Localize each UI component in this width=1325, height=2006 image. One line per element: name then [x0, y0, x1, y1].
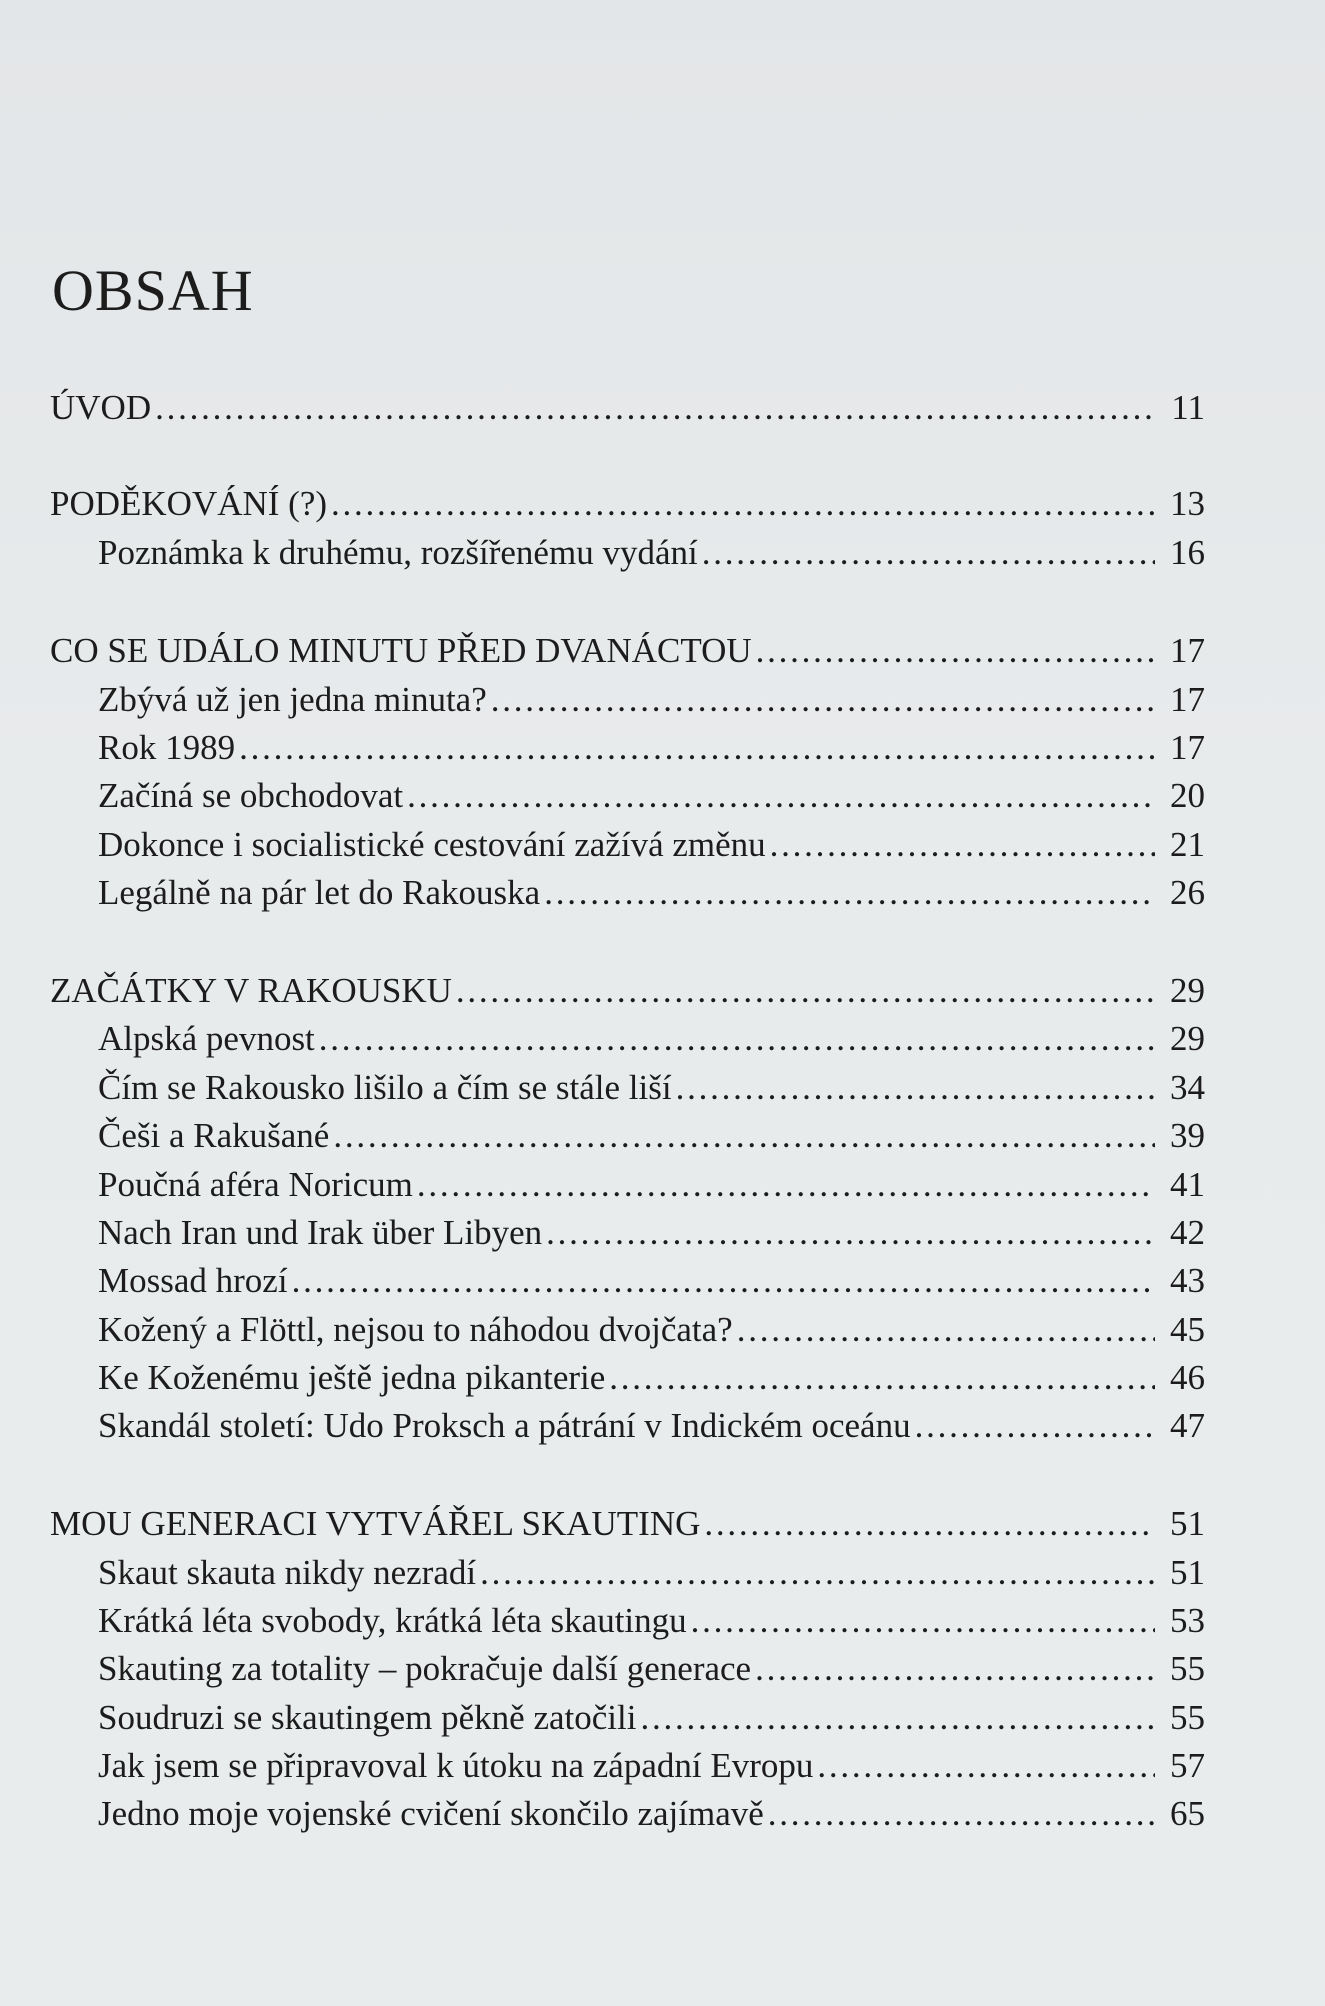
- toc-subsection-entry: [98, 1743, 1205, 1789]
- toc-page-number: 17: [1170, 680, 1205, 719]
- toc-entry-title: Rok 1989: [98, 728, 236, 767]
- toc-page-number: 26: [1170, 873, 1205, 912]
- toc-subsection-entry: [98, 1016, 1205, 1062]
- dot-leader: [609, 1355, 1155, 1401]
- toc-entry-title: Poznámka k druhému, rozšířenému vydání: [98, 533, 698, 572]
- toc-entry-title: Krátká léta svobody, krátká léta skautingu: [98, 1601, 687, 1640]
- toc-page-number: 17: [1170, 728, 1205, 767]
- toc-page-number: 16: [1170, 533, 1205, 572]
- dot-leader: [407, 773, 1155, 819]
- toc-chapter-entry: [50, 385, 1205, 431]
- toc-page-number: 47: [1170, 1406, 1205, 1445]
- dot-leader: [544, 870, 1155, 916]
- dot-leader: [331, 481, 1155, 527]
- dot-leader: [756, 628, 1155, 674]
- toc-subsection-entry: [98, 1258, 1205, 1304]
- toc-subsection-entry: [98, 1210, 1205, 1256]
- toc-subsection-entry: [98, 1113, 1205, 1159]
- page-title: OBSAH: [52, 258, 254, 323]
- toc-page-number: 57: [1170, 1746, 1205, 1785]
- toc-entry-title: Čím se Rakousko lišilo a čím se stále liší: [98, 1068, 672, 1107]
- dot-leader: [155, 385, 1155, 431]
- toc-subsection-entry: [98, 1791, 1205, 1837]
- toc-page-number: 11: [1171, 388, 1205, 427]
- toc-page-number: 65: [1170, 1794, 1205, 1833]
- toc-subsection-entry: [98, 1307, 1205, 1353]
- toc-page-number: 53: [1170, 1601, 1205, 1640]
- toc-subsection-entry: [98, 1403, 1205, 1449]
- toc-entry-title: Skaut skauta nikdy nezradí: [98, 1553, 477, 1592]
- toc-page-number: 39: [1170, 1116, 1205, 1155]
- toc-subsection-entry: [98, 530, 1205, 576]
- toc-page-number: 43: [1170, 1261, 1205, 1300]
- dot-leader: [817, 1743, 1155, 1789]
- toc-entry-title: Začíná se obchodovat: [98, 776, 404, 815]
- toc-entry-title: Zbývá už jen jedna minuta?: [98, 680, 487, 719]
- toc-page-number: 45: [1170, 1310, 1205, 1349]
- toc-entry-title: Legálně na pár let do Rakouska: [98, 873, 541, 912]
- toc-entry-title: Skauting za totality – pokračuje další generace: [98, 1649, 752, 1688]
- toc-page-number: 51: [1170, 1504, 1205, 1543]
- toc-subsection-entry: [98, 1162, 1205, 1208]
- toc-entry-title: Dokonce i socialistické cestování zažívá změnu: [98, 825, 766, 864]
- dot-leader: [319, 1016, 1155, 1062]
- dot-leader: [691, 1598, 1155, 1644]
- toc-page-number: 17: [1170, 631, 1205, 670]
- toc-subsection-entry: [98, 1646, 1205, 1692]
- toc-page-number: 46: [1170, 1358, 1205, 1397]
- toc-subsection-entry: [98, 822, 1205, 868]
- toc-page-number: 21: [1170, 825, 1205, 864]
- dot-leader: [333, 1113, 1155, 1159]
- toc-chapter-entry: [50, 968, 1205, 1014]
- dot-leader: [546, 1210, 1155, 1256]
- dot-leader: [292, 1258, 1155, 1304]
- dot-leader: [702, 530, 1155, 576]
- toc-entry-title: MOU GENERACI VYTVÁŘEL SKAUTING: [50, 1504, 701, 1543]
- toc-subsection-entry: [98, 1065, 1205, 1111]
- dot-leader: [491, 677, 1155, 723]
- toc-entry-title: Jak jsem se připravoval k útoku na západní Evropu: [98, 1746, 814, 1785]
- dot-leader: [456, 968, 1155, 1014]
- toc-entry-title: Ke Koženému ještě jedna pikanterie: [98, 1358, 606, 1397]
- dot-leader: [915, 1403, 1155, 1449]
- toc-page-number: 42: [1170, 1213, 1205, 1252]
- toc-subsection-entry: [98, 725, 1205, 771]
- toc-chapter-entry: [50, 1501, 1205, 1547]
- dot-leader: [755, 1646, 1155, 1692]
- toc-page-number: 41: [1170, 1165, 1205, 1204]
- dot-leader: [676, 1065, 1155, 1111]
- toc-subsection-entry: [98, 677, 1205, 723]
- toc-entry-title: Alpská pevnost: [98, 1019, 315, 1058]
- dot-leader: [770, 822, 1155, 868]
- toc-page-number: 20: [1170, 776, 1205, 815]
- dot-leader: [768, 1791, 1155, 1837]
- dot-leader: [480, 1550, 1155, 1596]
- toc-subsection-entry: [98, 773, 1205, 819]
- toc-entry-title: Skandál století: Udo Proksch a pátrání v Indickém oceánu: [98, 1406, 911, 1445]
- toc-page-number: 29: [1170, 971, 1205, 1010]
- toc-page-number: 34: [1170, 1068, 1205, 1107]
- toc-subsection-entry: [98, 1598, 1205, 1644]
- toc-page-number: 55: [1170, 1649, 1205, 1688]
- dot-leader: [704, 1501, 1155, 1547]
- dot-leader: [417, 1162, 1155, 1208]
- toc-entry-title: Češi a Rakušané: [98, 1116, 330, 1155]
- toc-entry-title: CO SE UDÁLO MINUTU PŘED DVANÁCTOU: [50, 631, 752, 670]
- dot-leader: [737, 1307, 1155, 1353]
- toc-page-number: 29: [1170, 1019, 1205, 1058]
- toc-chapter-entry: [50, 628, 1205, 674]
- toc-entry-title: Kožený a Flöttl, nejsou to náhodou dvojčata?: [98, 1310, 733, 1349]
- toc-entry-title: Soudruzi se skautingem pěkně zatočili: [98, 1698, 637, 1737]
- toc-entry-title: PODĚKOVÁNÍ (?): [50, 484, 328, 523]
- toc-entry-title: ZAČÁTKY V RAKOUSKU: [50, 971, 452, 1010]
- dot-leader: [239, 725, 1155, 771]
- toc-chapter-entry: [50, 481, 1205, 527]
- toc-entry-title: Nach Iran und Irak über Libyen: [98, 1213, 543, 1252]
- toc-page-number: 13: [1170, 484, 1205, 523]
- toc-entry-title: Poučná aféra Noricum: [98, 1165, 413, 1204]
- toc-page-number: 51: [1170, 1553, 1205, 1592]
- dot-leader: [640, 1695, 1155, 1741]
- toc-subsection-entry: [98, 1695, 1205, 1741]
- toc-entry-title: Jedno moje vojenské cvičení skončilo zajímavě: [98, 1794, 764, 1833]
- toc-entry-title: ÚVOD: [50, 388, 152, 427]
- toc-page-number: 55: [1170, 1698, 1205, 1737]
- toc-subsection-entry: [98, 1355, 1205, 1401]
- toc-subsection-entry: [98, 870, 1205, 916]
- toc-subsection-entry: [98, 1550, 1205, 1596]
- toc-entry-title: Mossad hrozí: [98, 1261, 288, 1300]
